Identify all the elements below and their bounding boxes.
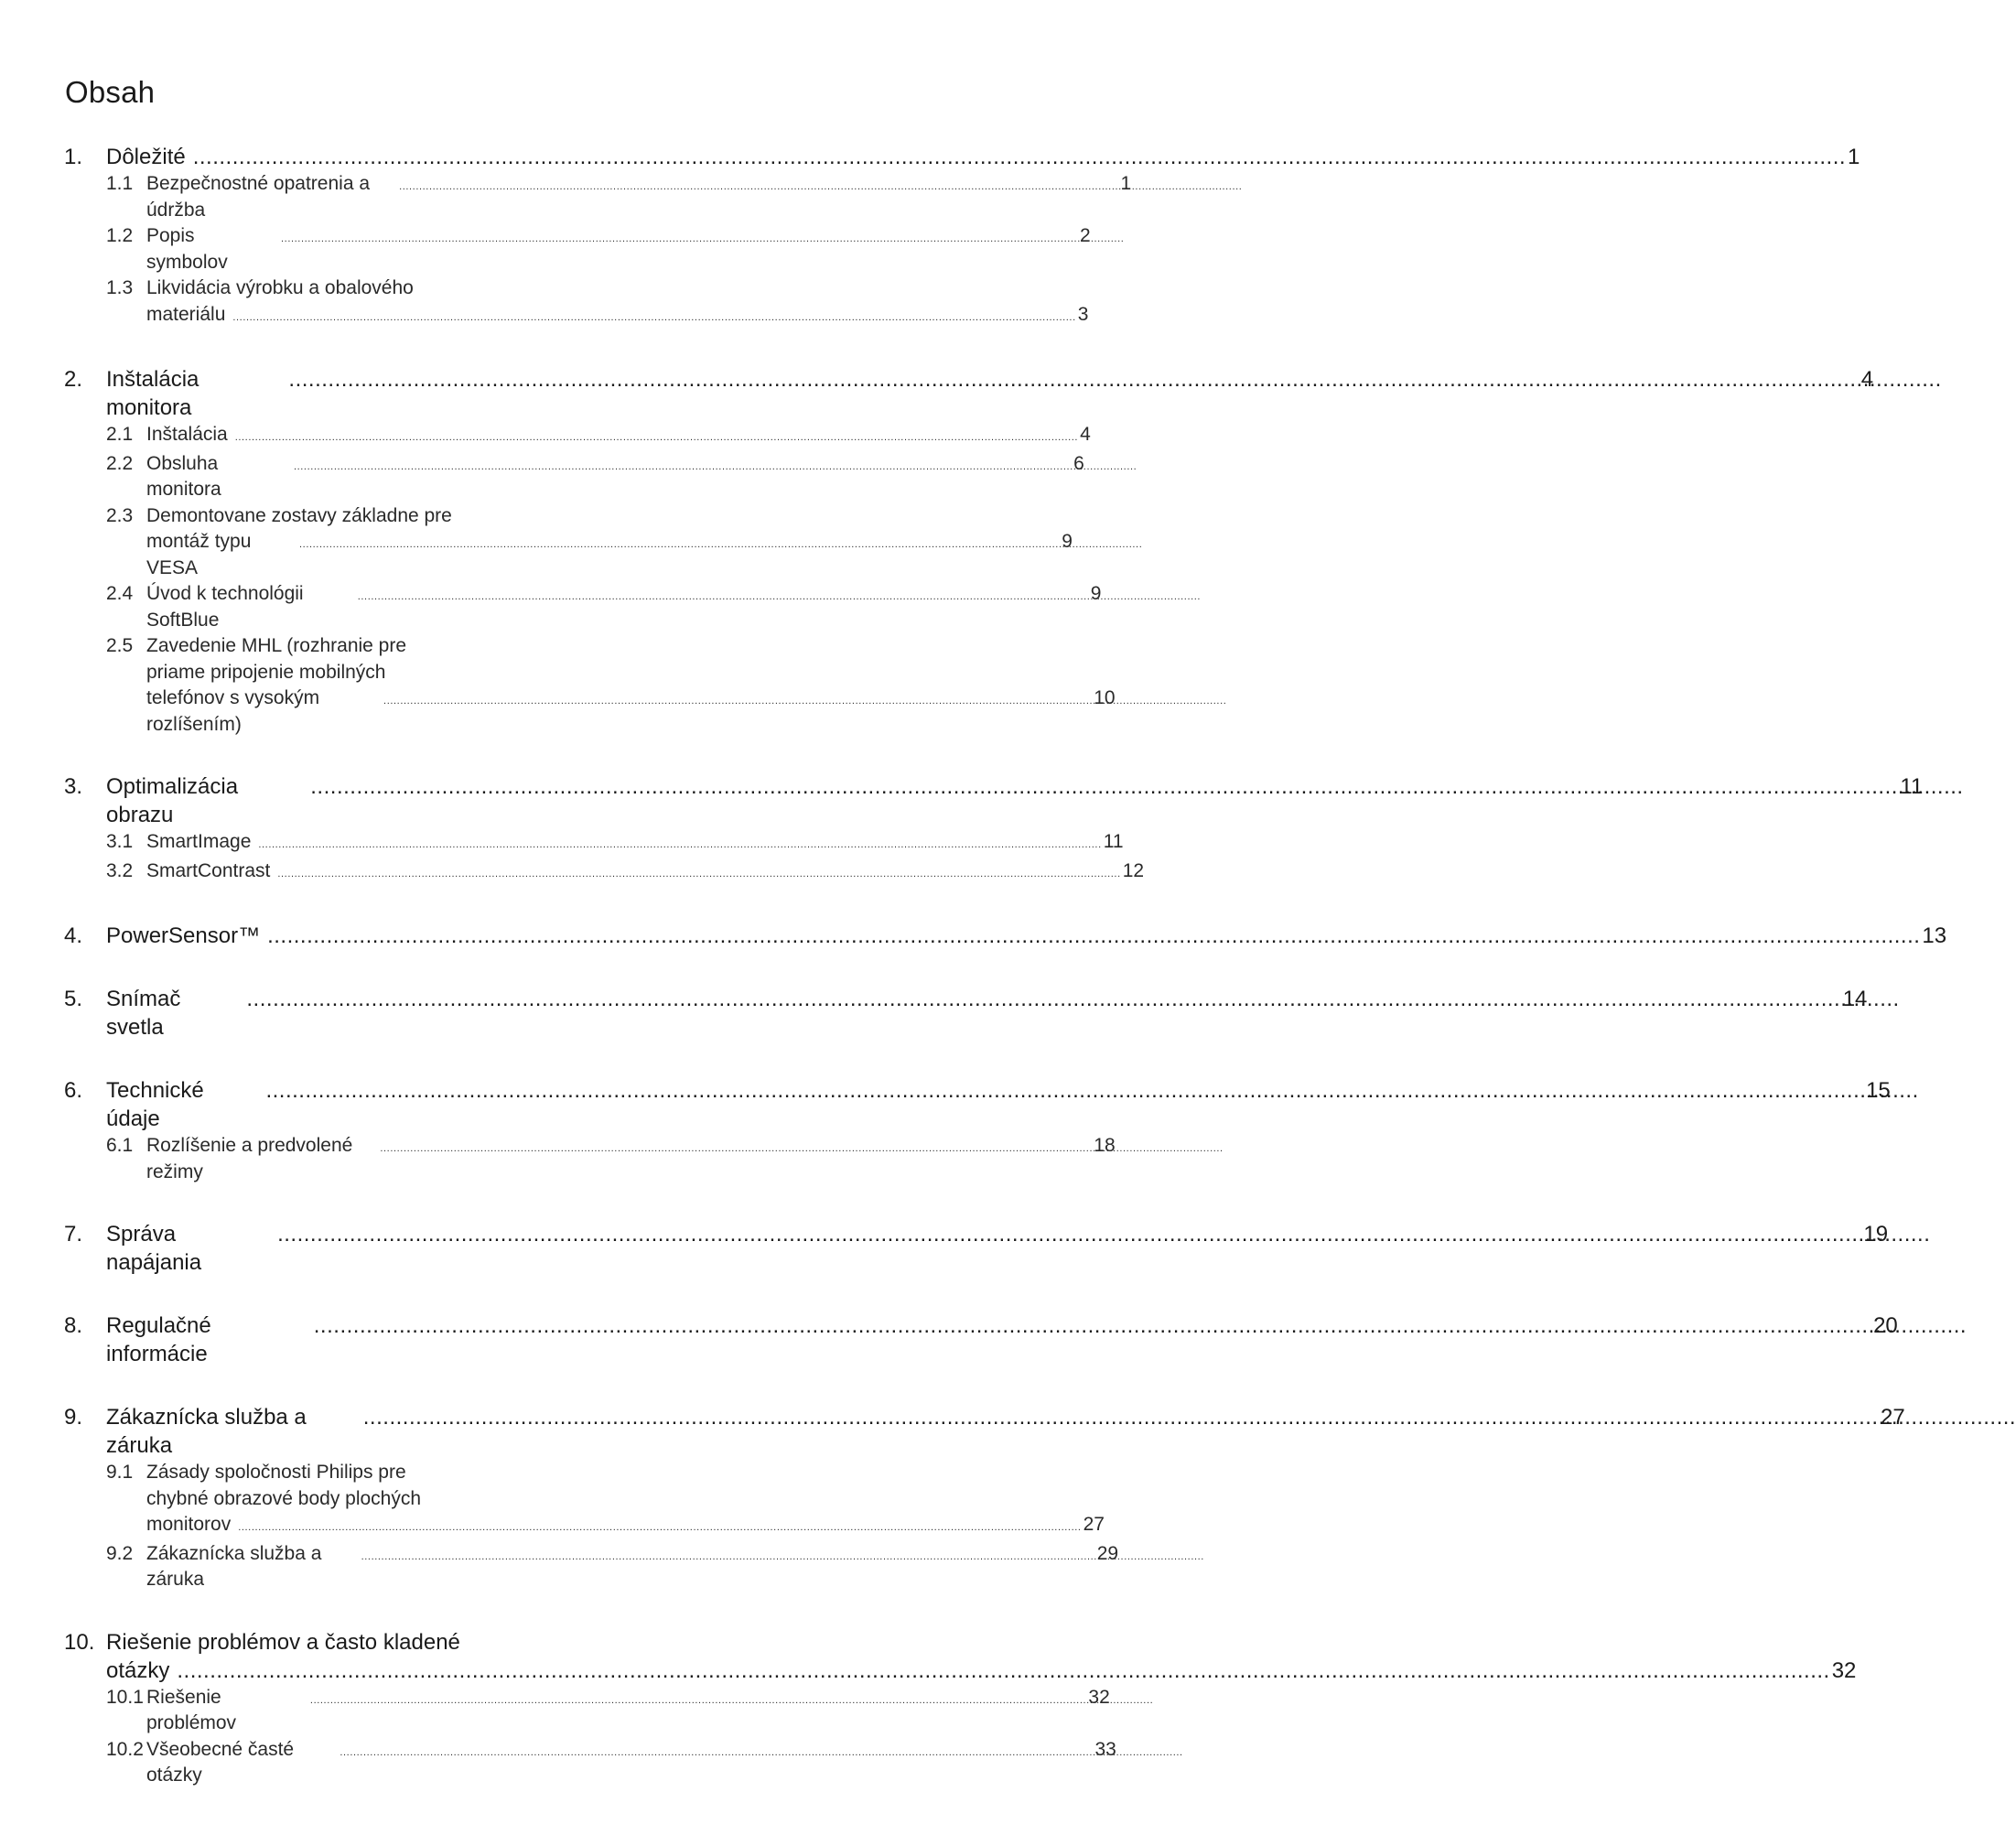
section-number: 1.1: [106, 173, 134, 194]
entry-title-block: [106, 922, 1946, 950]
entry-last-line: [146, 171, 1131, 223]
entry-title: montáž typu VESA: [146, 531, 252, 578]
toc-chapter: [64, 1220, 1889, 1277]
toc-section-entry[interactable]: [106, 275, 1089, 330]
entry-title: Popis symbolov: [146, 225, 228, 273]
entry-title-line: Zásady spoločnosti Philips pre: [146, 1462, 406, 1483]
entry-title: Dôležité: [106, 145, 186, 169]
page-number: 18: [1094, 1135, 1116, 1156]
page-number: 4: [1860, 367, 1874, 392]
toc-chapter: [64, 1403, 1905, 1593]
page-number: 20: [1873, 1313, 1898, 1338]
toc-section-entry[interactable]: [106, 581, 1102, 633]
page-number: 15: [1866, 1078, 1891, 1103]
page-number: 13: [1922, 923, 1947, 948]
entry-title-block: [146, 1541, 1118, 1593]
section-number: 9.2: [106, 1542, 134, 1564]
entry-last-line: [146, 581, 1101, 633]
toc-section-entry[interactable]: [106, 829, 1124, 858]
section-number: 3.2: [106, 859, 134, 881]
dot-leader: [281, 226, 1078, 253]
entry-title-block: [106, 1076, 1891, 1133]
page-number: 1: [1848, 145, 1860, 169]
chapter-number: 3.: [64, 774, 83, 799]
entry-last-line: [146, 529, 1073, 581]
chapter-number: 5.: [64, 987, 83, 1011]
entry-last-line: [146, 685, 1116, 738]
toc-section-entry[interactable]: [106, 858, 1145, 888]
entry-title-block: [146, 633, 1116, 738]
table-of-contents: [64, 143, 1947, 1824]
entry-title-line: priame pripojenie mobilných: [146, 661, 386, 683]
entry-title-block: [146, 1685, 1110, 1737]
dot-leader: [310, 1688, 1086, 1714]
dot-leader: [380, 1136, 1092, 1162]
entry-last-line: [146, 1133, 1116, 1185]
toc-chapter-entry[interactable]: [64, 985, 1868, 1042]
entry-last-line: [146, 302, 1088, 331]
dot-leader: [310, 772, 1898, 801]
entry-title-block: [106, 365, 1873, 422]
page-number: 9: [1090, 583, 1102, 604]
entry-last-line: [146, 1685, 1110, 1737]
toc-chapter-entry[interactable]: [64, 1220, 1889, 1277]
section-number: 6.1: [106, 1135, 134, 1156]
toc-section-entry[interactable]: [106, 171, 1132, 223]
entry-last-line: [146, 829, 1124, 858]
entry-title: telefónov s vysokým rozlíšením): [146, 687, 320, 735]
toc-chapter: [64, 985, 1868, 1042]
entry-title-block: [146, 503, 1073, 582]
section-number: 10.2: [106, 1738, 144, 1760]
entry-title-block: [146, 858, 1144, 888]
toc-chapter-entry[interactable]: [64, 922, 1947, 950]
toc-chapter: [64, 1628, 1857, 1789]
entry-title: PowerSensor™: [106, 923, 261, 948]
entry-title: materiálu: [146, 303, 226, 325]
entry-title: Obsluha monitora: [146, 452, 221, 500]
dot-leader: [193, 143, 1846, 171]
entry-last-line: [106, 922, 1946, 950]
page-number: 12: [1122, 859, 1145, 881]
page-number: 3: [1077, 303, 1089, 325]
entry-title-block: [106, 1311, 1898, 1368]
entry-title-block: [146, 223, 1091, 275]
page-number: 32: [1831, 1657, 1857, 1683]
section-number: 2.1: [106, 424, 134, 445]
entry-title-line: chybné obrazové body plochých: [146, 1487, 422, 1509]
toc-chapter-entry[interactable]: [64, 772, 1924, 829]
page-number: 19: [1863, 1222, 1889, 1247]
toc-chapter: [64, 1311, 1898, 1368]
toc-section-entry[interactable]: [106, 1541, 1119, 1593]
dot-leader: [238, 1515, 1081, 1541]
page-number: 33: [1094, 1738, 1116, 1760]
page-number: 10: [1094, 687, 1116, 708]
entry-title-block: [106, 1220, 1888, 1277]
entry-title-block: [106, 143, 1860, 171]
entry-last-line: [146, 451, 1084, 503]
toc-section-entry[interactable]: [106, 451, 1084, 503]
dot-leader: [383, 688, 1092, 715]
entry-title-block: [106, 772, 1923, 829]
page-number: 32: [1088, 1686, 1110, 1708]
toc-chapter-entry[interactable]: [64, 1076, 1891, 1133]
dot-leader: [232, 305, 1075, 331]
section-number: 2.2: [106, 452, 134, 474]
toc-chapter-entry[interactable]: [64, 1311, 1898, 1368]
dot-leader: [358, 584, 1089, 610]
entry-title-block: [146, 581, 1101, 633]
chapter-number: 6.: [64, 1078, 83, 1103]
toc-chapter-entry[interactable]: [64, 143, 1860, 171]
toc-section-entry[interactable]: [106, 223, 1091, 275]
chapter-number: 4.: [64, 923, 83, 948]
entry-last-line: [146, 422, 1091, 451]
dot-leader: [314, 1311, 1871, 1340]
entry-last-line: [146, 1512, 1105, 1541]
entry-last-line: [106, 1657, 1856, 1685]
entry-title-block: [106, 1628, 1856, 1685]
page-title: Obsah: [65, 75, 156, 109]
entry-title-block: [106, 1403, 1905, 1460]
entry-title: Regulačné informácie: [106, 1313, 211, 1366]
entry-title: monitorov: [146, 1514, 232, 1535]
entry-last-line: [146, 858, 1144, 888]
entry-last-line: [106, 1311, 1898, 1368]
entry-title: Inštalácia monitora: [106, 367, 199, 420]
entry-last-line: [106, 365, 1873, 422]
page-number: 9: [1062, 531, 1073, 552]
dot-leader: [399, 174, 1118, 200]
chapter-number: 7.: [64, 1222, 83, 1247]
entry-title: Riešenie problémov: [146, 1686, 237, 1733]
dot-leader: [294, 454, 1072, 480]
entry-last-line: [146, 1541, 1118, 1593]
section-number: 2.3: [106, 504, 134, 526]
entry-last-line: [106, 1220, 1888, 1277]
dot-leader: [361, 1544, 1095, 1570]
toc-chapter: [64, 143, 1860, 330]
page-number: 1: [1120, 173, 1132, 194]
entry-title-block: [146, 1460, 1105, 1541]
entry-last-line: [146, 1737, 1116, 1789]
toc-section-entry[interactable]: [106, 1685, 1110, 1737]
entry-last-line: [106, 985, 1867, 1042]
entry-title-block: [106, 985, 1867, 1042]
dot-leader: [265, 1076, 1864, 1105]
entry-title: Zákaznícka služba a záruka: [106, 1405, 307, 1458]
section-number: 2.5: [106, 635, 134, 656]
entry-title-line: Demontovane zostavy základne pre: [146, 504, 452, 526]
entry-title: Inštalácia: [146, 424, 228, 445]
toc-section-entry[interactable]: [106, 633, 1116, 738]
entry-title: Snímač svetla: [106, 987, 181, 1040]
entry-last-line: [146, 223, 1091, 275]
entry-title-block: [146, 422, 1091, 451]
chapter-number: 10.: [64, 1629, 95, 1655]
toc-section-entry[interactable]: [106, 503, 1073, 582]
entry-last-line: [106, 1076, 1891, 1133]
section-number: 10.1: [106, 1686, 144, 1708]
entry-title: SmartContrast: [146, 859, 271, 881]
entry-title: SmartImage: [146, 831, 252, 852]
toc-section-entry[interactable]: [106, 422, 1091, 451]
toc-chapter: [64, 365, 1874, 738]
dot-leader: [299, 532, 1060, 558]
dot-leader: [363, 1403, 1879, 1431]
chapter-number: 2.: [64, 367, 83, 392]
page-number: 2: [1080, 225, 1091, 246]
page-number: 27: [1083, 1514, 1105, 1535]
chapter-number: 8.: [64, 1313, 83, 1338]
section-number: 2.4: [106, 583, 134, 604]
dot-leader: [267, 922, 1920, 950]
entry-title: Úvod k technológii SoftBlue: [146, 583, 304, 631]
toc-chapter-entry[interactable]: [64, 365, 1874, 422]
entry-title: Technické údaje: [106, 1078, 204, 1131]
entry-title: Zákaznícka služba a záruka: [146, 1542, 322, 1590]
toc-chapter-entry[interactable]: [64, 1628, 1857, 1685]
toc-section-entry[interactable]: [106, 1133, 1116, 1185]
page-number: 6: [1073, 452, 1084, 474]
dot-leader: [258, 832, 1101, 858]
entry-title-block: [146, 171, 1131, 223]
toc-chapter-entry[interactable]: [64, 1403, 1905, 1460]
section-number: 3.1: [106, 831, 134, 852]
dot-leader: [177, 1657, 1829, 1685]
dot-leader: [277, 861, 1120, 888]
section-number: 1.3: [106, 277, 134, 298]
entry-title-block: [146, 275, 1088, 330]
toc-section-entry[interactable]: [106, 1737, 1116, 1789]
entry-title: Optimalizácia obrazu: [106, 774, 239, 827]
entry-title: Správa napájania: [106, 1222, 202, 1275]
dot-leader: [340, 1740, 1093, 1766]
chapter-number: 1.: [64, 145, 83, 169]
entry-last-line: [106, 1403, 1905, 1460]
section-number: 1.2: [106, 225, 134, 246]
entry-title-line: Likvidácia výrobku a obalového: [146, 277, 414, 298]
dot-leader: [288, 365, 1859, 394]
toc-section-entry[interactable]: [106, 1460, 1105, 1541]
entry-last-line: [106, 143, 1860, 171]
dot-leader: [277, 1220, 1861, 1248]
page-number: 11: [1103, 831, 1124, 852]
entry-title: Bezpečnostné opatrenia a údržba: [146, 173, 371, 221]
entry-title-block: [146, 1737, 1116, 1789]
chapter-number: 9.: [64, 1405, 83, 1430]
entry-title: Rozlíšenie a predvolené režimy: [146, 1135, 353, 1182]
toc-chapter: [64, 772, 1924, 887]
dot-leader: [246, 985, 1840, 1013]
entry-title-block: [146, 1133, 1116, 1185]
toc-chapter: [64, 922, 1947, 950]
entry-title-block: [146, 829, 1124, 858]
page-number: 4: [1080, 424, 1091, 445]
section-number: 9.1: [106, 1462, 134, 1483]
entry-title-line: Zavedenie MHL (rozhranie pre: [146, 635, 407, 656]
entry-title: otázky: [106, 1657, 170, 1683]
entry-title: Všeobecné časté otázky: [146, 1738, 295, 1786]
entry-last-line: [106, 772, 1923, 829]
toc-chapter: [64, 1076, 1891, 1185]
dot-leader: [235, 425, 1078, 451]
page-number: 14: [1842, 987, 1868, 1011]
page-number: 11: [1900, 774, 1924, 799]
entry-title-line: Riešenie problémov a často kladené: [106, 1629, 460, 1655]
entry-title-block: [146, 451, 1084, 503]
page-number: 29: [1096, 1542, 1119, 1564]
page-number: 27: [1881, 1405, 1905, 1430]
